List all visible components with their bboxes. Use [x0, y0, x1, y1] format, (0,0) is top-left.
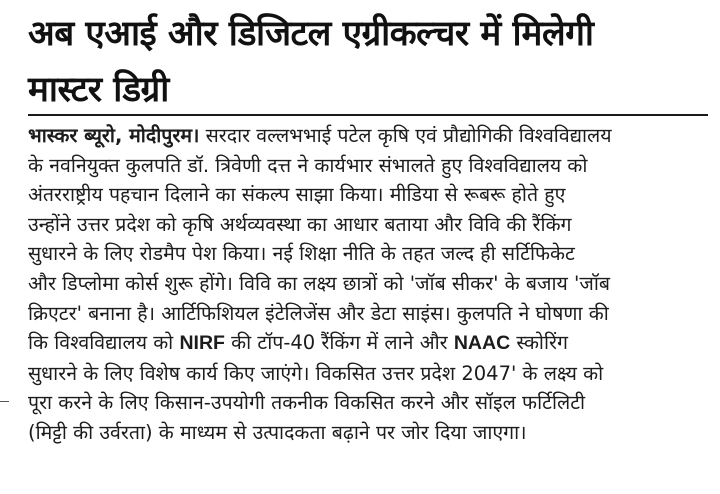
margin-mark: [0, 401, 9, 402]
article-line: और डिप्लोमा कोर्स शुरू होंगे। विवि का लक्ष्य छात्रों को 'जॉब सीकर' के बजाय 'जॉब: [28, 271, 611, 295]
article-line: सुधारने के लिए रोडमैप पेश किया। नई शिक्षा नीति के तहत जल्द ही सर्टिफिकेट: [28, 242, 575, 266]
headline-line-1: अब एआई और डिजिटल एग्रीकल्चर में मिलेगी: [28, 14, 594, 54]
article-line: सुधारने के लिए विशेष कार्य किए जाएंगे। विकसित उत्तर प्रदेश 2047' के लक्ष्य को: [28, 361, 604, 385]
article-line: [28, 121, 712, 151]
article-text: स्कोरिंग: [510, 331, 568, 355]
headline-line-2: मास्टर डिग्री: [28, 70, 169, 110]
article-line: (मिट्टी की उर्वरता) के माध्यम से उत्पादकता बढ़ाने पर जोर दिया जाएगा।: [28, 420, 527, 444]
nirf-acronym: NIRF: [179, 332, 225, 355]
article-line: पूरा करने के लिए किसान-उपयोगी तकनीक विकसित करने और सॉइल फर्टिलिटी: [28, 391, 586, 415]
article-line: क्रिएटर' बनाना है। आर्टिफिशियल इंटेलिजेंस और डेटा साइंस। कुलपति ने घोषणा की: [28, 301, 609, 325]
article-text: की टॉप-40 रैंकिंग में लाने और: [224, 331, 454, 355]
byline: भास्कर ब्यूरो, मोदीपुरम।: [28, 124, 200, 147]
naac-acronym: NAAC: [453, 332, 511, 355]
headline-divider: [28, 114, 708, 116]
article-line: के नवनियुक्त कुलपति डॉ. त्रिवेणी दत्त ने कार्यभार संभालते हुए विश्वविद्यालय को: [28, 153, 588, 177]
article-line: अंतरराष्ट्रीय पहचान दिलाने का संकल्प साझा किया। मीडिया से रूबरू होते हुए: [28, 183, 566, 207]
article-text: सरदार वल्लभभाई पटेल कृषि एवं प्रौद्योगिकी विश्वविद्यालय: [199, 124, 612, 147]
article-line: [28, 328, 712, 359]
headline: [28, 6, 708, 118]
article-text: कि विश्वविद्यालय को: [28, 331, 180, 355]
article-body: [28, 121, 712, 448]
article-line: उन्होंने उत्तर प्रदेश को कृषि अर्थव्यवस्था का आधार बताया और विवि की रैंकिंग: [28, 212, 572, 236]
